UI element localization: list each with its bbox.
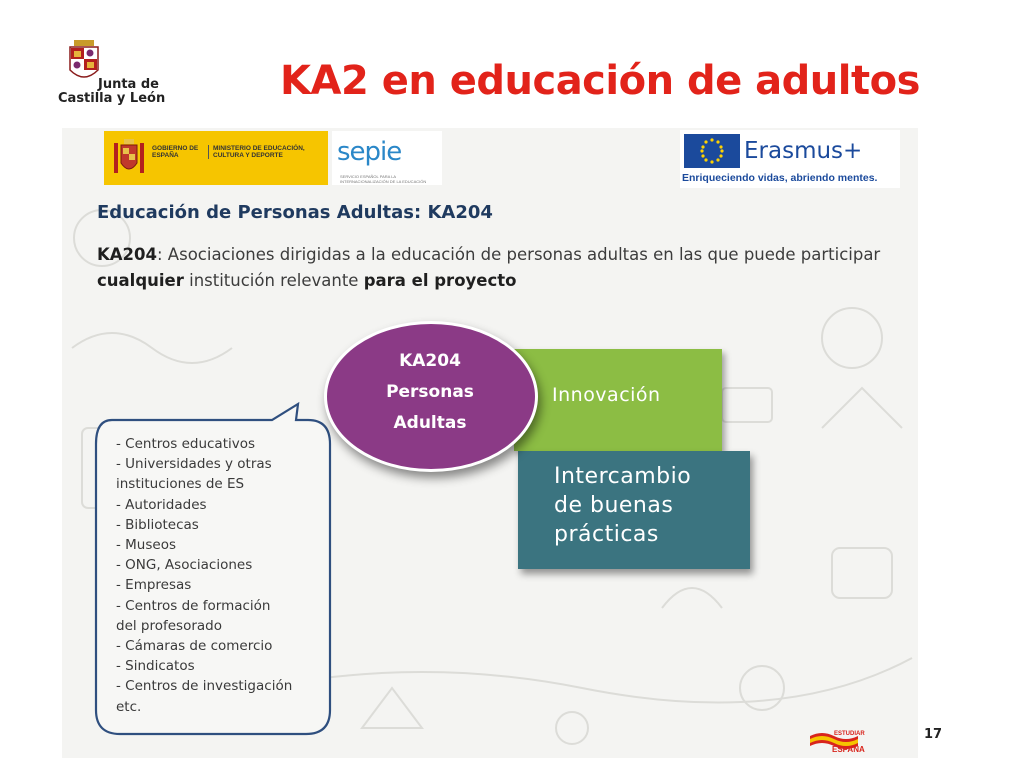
slide-title: KA2 en educación de adultos bbox=[280, 58, 920, 104]
participant-list-item: del profesorado bbox=[116, 617, 223, 634]
logo-text bbox=[58, 78, 178, 106]
circle-line-2: Personas bbox=[386, 382, 474, 402]
intercambio-line-3: prácticas bbox=[554, 522, 659, 547]
participant-list-item: - Centros de investigación bbox=[116, 678, 293, 695]
participant-list-item: - Centros educativos bbox=[116, 436, 256, 452]
participant-list-item: - Centros de formación bbox=[116, 597, 271, 614]
participant-list-item: instituciones de ES bbox=[116, 476, 245, 493]
slide-image-panel bbox=[62, 128, 918, 758]
participant-list-item: - Autoridades bbox=[116, 496, 207, 513]
innovacion-label: Innovación bbox=[552, 384, 661, 406]
gobierno-espana-banner bbox=[104, 131, 328, 185]
participant-list-item: - ONG, Asociaciones bbox=[116, 557, 253, 574]
sepie-logo bbox=[332, 131, 442, 185]
participant-list-item: - Museos bbox=[116, 537, 176, 554]
erasmus-wordmark: Erasmus+ bbox=[744, 138, 863, 164]
participant-list bbox=[116, 434, 326, 717]
page-number: 17 bbox=[924, 727, 943, 742]
logo-line-2: Castilla y León bbox=[58, 91, 166, 106]
description-part-1: : Asociaciones dirigidas a la educación de personas adultas en las que puede participar bbox=[157, 245, 881, 264]
intercambio-label bbox=[554, 462, 734, 549]
sepie-wordmark: sepie bbox=[337, 137, 402, 167]
estudiar-text-2: ESPAÑA bbox=[832, 745, 865, 754]
intercambio-line-1: Intercambio bbox=[554, 464, 692, 489]
circle-line-3: Adultas bbox=[393, 413, 467, 433]
intercambio-line-2: de buenas bbox=[554, 493, 674, 518]
junta-castilla-leon-logo bbox=[58, 40, 173, 112]
eu-flag-icon bbox=[684, 134, 740, 168]
participant-list-item: - Cámaras de comercio bbox=[116, 638, 273, 655]
estudiar-text-1: ESTUDIAR bbox=[834, 731, 865, 737]
sepie-subtitle: SERVICIO ESPAÑOL PARA LA INTERNACIONALIZACIÓN DE LA EDUCACIÓN bbox=[340, 174, 427, 184]
estudiar-espana-logo bbox=[808, 728, 874, 754]
participant-list-item: - Bibliotecas bbox=[116, 516, 199, 533]
erasmus-plus-logo bbox=[680, 130, 900, 188]
description-part-2: institución relevante bbox=[183, 271, 364, 290]
logo-line-1: Junta de bbox=[98, 77, 159, 92]
description-bold-proyecto: para el proyecto bbox=[363, 271, 517, 290]
participant-list-item: - Universidades y otras bbox=[116, 456, 272, 473]
participant-list-item: - Empresas bbox=[116, 577, 192, 594]
gobierno-espana-text: GOBIERNO DE ESPAÑA bbox=[152, 145, 199, 159]
description-text bbox=[97, 242, 897, 294]
ka204-circle-label bbox=[324, 346, 536, 439]
section-heading: Educación de Personas Adultas: KA204 bbox=[97, 202, 493, 223]
circle-line-1: KA204 bbox=[399, 351, 461, 371]
description-bold-cualquier: cualquier bbox=[97, 271, 184, 290]
description-bold-ka204: KA204 bbox=[97, 245, 157, 264]
participant-list-item: - Sindicatos bbox=[116, 658, 195, 675]
spain-coat-of-arms-icon bbox=[112, 139, 146, 177]
ministerio-text: MINISTERIO DE EDUCACIÓN, CULTURA Y DEPORTE bbox=[208, 145, 323, 159]
erasmus-tagline: Enriqueciendo vidas, abriendo mentes. bbox=[682, 172, 878, 184]
participant-list-item: etc. bbox=[116, 698, 142, 715]
